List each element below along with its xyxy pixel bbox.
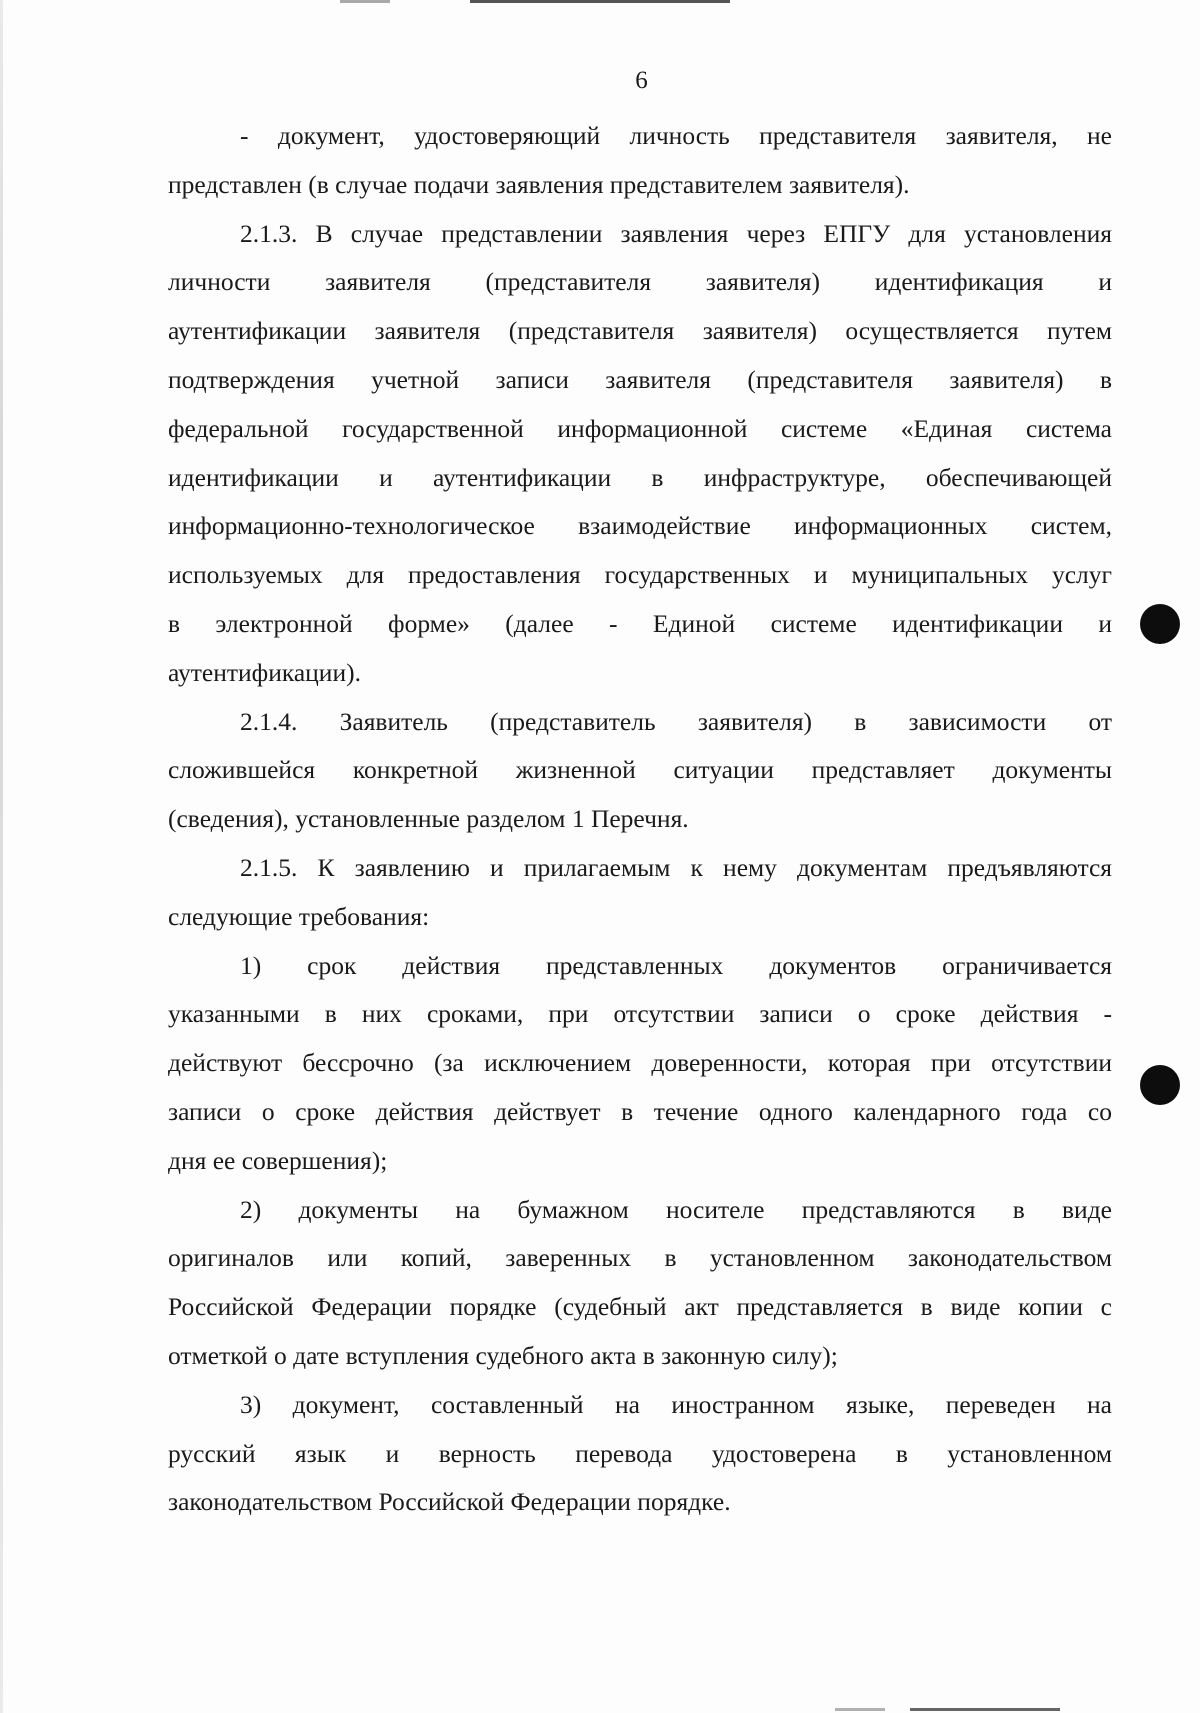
punch-hole-mark-upper <box>1140 604 1180 644</box>
text-line: дня ее совершения); <box>168 1145 388 1175</box>
text-line: - документ, удостоверяющий личность представителя заявителя, не <box>240 121 1112 150</box>
paragraph-2-1-4 <box>168 698 1112 844</box>
scan-bottom-mark-small <box>835 1708 885 1711</box>
text-line: сложившейся конкретной жизненной ситуации представляет документы <box>168 755 1112 785</box>
scan-top-mark <box>470 0 730 3</box>
text-line: 1) срок действия представленных документов ограничивается <box>240 950 1112 980</box>
punch-hole-mark-lower <box>1140 1065 1180 1105</box>
paragraph-2-1-3 <box>168 210 1112 698</box>
text-line: 2.1.5. К заявлению и прилагаемым к нему документам предъявляются <box>240 852 1112 882</box>
text-line: следующие требования: <box>168 901 430 931</box>
list-item-1 <box>168 942 1112 1186</box>
text-line: личности заявителя (представителя заявителя) идентификация и <box>168 267 1112 297</box>
page-number: 6 <box>635 67 648 94</box>
text-line: 2.1.3. В случае представлении заявления через ЕПГУ для установления <box>240 218 1112 248</box>
scan-top-mark-small <box>340 0 390 3</box>
paragraph-2-1-5 <box>168 844 1112 942</box>
text-line: отметкой о дате вступления судебного акта в законную силу); <box>168 1340 838 1370</box>
text-line: идентификации и аутентификации в инфраструктуре, обеспечивающей <box>168 462 1112 492</box>
text-line: действуют бессрочно (за исключением доверенности, которая при отсутствии <box>168 1048 1112 1078</box>
text-line: 3) документ, составленный на иностранном языке, переведен на <box>240 1389 1112 1419</box>
text-line: информационно-технологическое взаимодействие информационных систем, <box>168 511 1112 541</box>
scan-bottom-mark <box>910 1708 1060 1711</box>
scan-left-edge <box>0 0 3 1713</box>
text-line: (сведения), установленные разделом 1 Перечня. <box>168 804 689 834</box>
text-line: русский язык и верность перевода удостоверена в установленном <box>168 1438 1112 1468</box>
text-line: Российской Федерации порядке (судебный акт представляется в виде копии с <box>168 1292 1112 1322</box>
text-line: записи о сроке действия действует в течение одного календарного года со <box>168 1096 1112 1126</box>
text-line: аутентификации заявителя (представителя заявителя) осуществляется путем <box>168 316 1112 346</box>
text-line: 2) документы на бумажном носителе представляются в виде <box>240 1194 1112 1224</box>
text-line: федеральной государственной информационной системе «Единая система <box>168 413 1112 443</box>
text-line: законодательством Российской Федерации порядке. <box>168 1487 731 1517</box>
text-line: аутентификации). <box>168 657 361 687</box>
text-line: используемых для предоставления государственных и муниципальных услуг <box>168 560 1112 590</box>
text-line: в электронной форме» (далее - Единой системе идентификации и <box>168 608 1112 638</box>
text-line: 2.1.4. Заявитель (представитель заявителя) в зависимости от <box>240 706 1112 736</box>
paragraph-representative-id <box>168 112 1112 210</box>
document-body <box>168 112 1112 1527</box>
list-item-3 <box>168 1381 1112 1527</box>
text-line: подтверждения учетной записи заявителя (представителя заявителя) в <box>168 364 1112 394</box>
list-item-2 <box>168 1186 1112 1381</box>
text-line: оригиналов или копий, заверенных в установленном законодательством <box>168 1243 1112 1273</box>
text-line: представлен (в случае подачи заявления представителем заявителя). <box>168 169 910 199</box>
text-line: указанными в них сроками, при отсутствии записи о сроке действия - <box>168 999 1112 1029</box>
